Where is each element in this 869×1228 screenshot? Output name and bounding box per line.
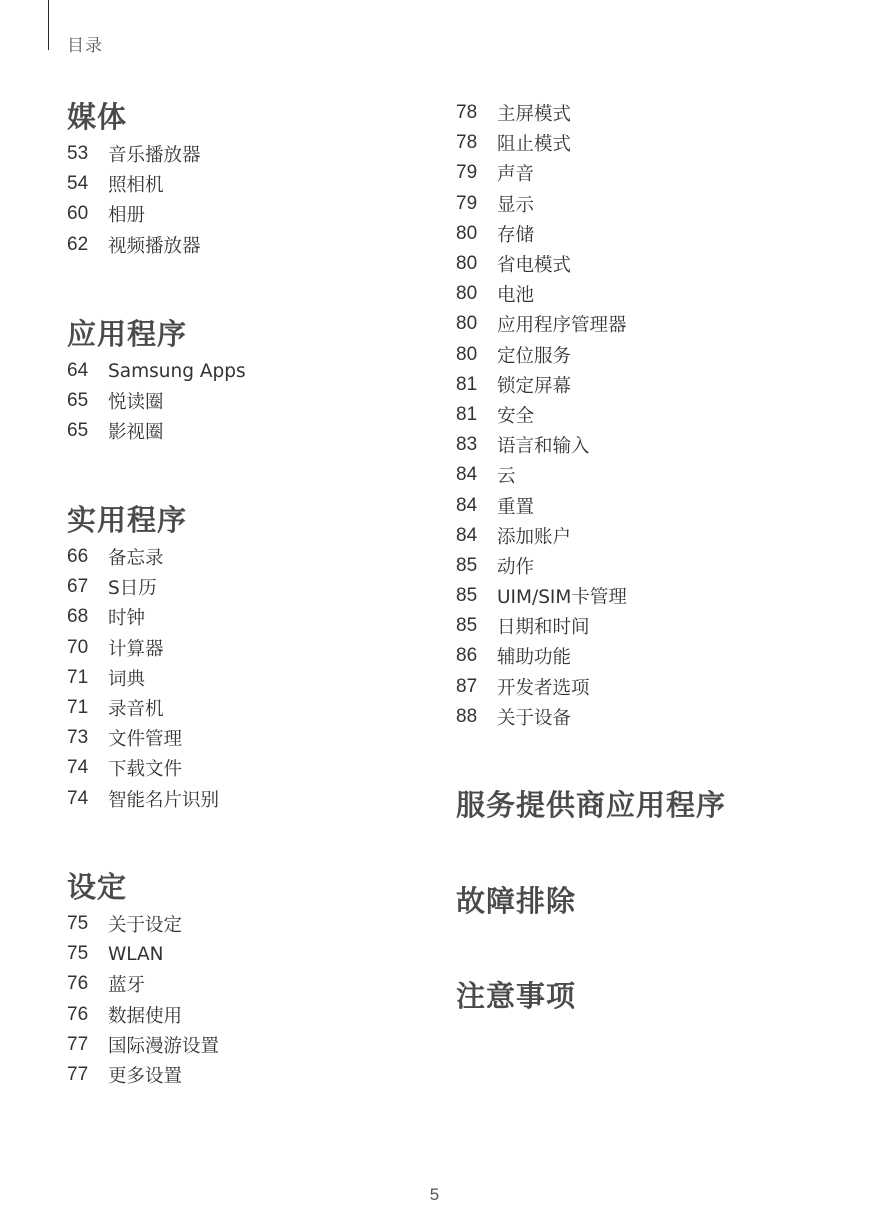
page-number: 80 xyxy=(456,253,478,275)
toc-entry[interactable] xyxy=(67,542,219,572)
toc-entry[interactable] xyxy=(456,641,627,671)
entry-label: 影视圈 xyxy=(108,422,164,444)
toc-entry[interactable] xyxy=(456,611,627,641)
toc-entry[interactable] xyxy=(67,602,219,632)
page-number: 81 xyxy=(456,373,478,395)
page-number: 80 xyxy=(456,313,478,335)
section-settings xyxy=(67,867,219,1090)
section-title: 应用程序 xyxy=(67,317,188,351)
toc-entry[interactable] xyxy=(67,1000,219,1030)
entry-label: 更多设置 xyxy=(108,1066,183,1088)
entry-label: 时钟 xyxy=(108,608,146,630)
section-title: 实用程序 xyxy=(67,503,188,537)
toc-entry[interactable] xyxy=(67,199,201,229)
toc-entry[interactable] xyxy=(456,551,627,581)
section-title[interactable]: 注意事项 xyxy=(456,979,577,1013)
toc-entry[interactable] xyxy=(456,460,627,490)
toc-entry[interactable] xyxy=(67,939,219,969)
page-number: 79 xyxy=(456,192,478,214)
section-title[interactable]: 服务提供商应用程序 xyxy=(456,788,727,822)
page-number: 87 xyxy=(456,675,478,697)
toc-entry[interactable] xyxy=(67,633,219,663)
page-number: 85 xyxy=(456,585,478,607)
toc-entry[interactable] xyxy=(456,279,627,309)
entry-label: 蓝牙 xyxy=(108,975,146,997)
entry-label: 日期和时间 xyxy=(497,617,590,639)
toc-entry[interactable] xyxy=(456,309,627,339)
entry-label: 录音机 xyxy=(108,699,164,721)
toc-entry[interactable] xyxy=(67,230,201,260)
section-precautions xyxy=(456,976,576,1016)
page-number: 86 xyxy=(456,645,478,667)
toc-entry[interactable] xyxy=(67,693,219,723)
page-number: 83 xyxy=(456,434,478,456)
toc-entry[interactable] xyxy=(67,1030,219,1060)
section-troubleshooting xyxy=(456,881,576,921)
toc-entry[interactable] xyxy=(456,219,627,249)
page-number: 62 xyxy=(67,233,89,255)
toc-entry[interactable] xyxy=(67,753,219,783)
entry-label: 显示 xyxy=(497,194,535,216)
toc-entry[interactable] xyxy=(456,581,627,611)
section-title[interactable]: 故障排除 xyxy=(456,884,577,918)
entry-label: 云 xyxy=(497,466,516,488)
page-number: 54 xyxy=(67,173,89,195)
section-settings-continued xyxy=(456,98,627,732)
section-title: 设定 xyxy=(67,870,128,904)
entry-label: 应用程序管理器 xyxy=(497,315,627,337)
toc-entry[interactable] xyxy=(67,169,201,199)
entry-label: 相册 xyxy=(108,205,146,227)
entry-label: Samsung Apps xyxy=(108,360,246,382)
page-number: 80 xyxy=(456,222,478,244)
page-number: 84 xyxy=(456,464,478,486)
toc-entry[interactable] xyxy=(456,521,627,551)
entry-label: 电池 xyxy=(497,285,535,307)
page-number: 70 xyxy=(67,636,89,658)
entry-label: 语言和输入 xyxy=(497,436,590,458)
toc-entry[interactable] xyxy=(456,340,627,370)
entry-label: 主屏模式 xyxy=(497,104,572,126)
page-number: 53 xyxy=(67,143,89,165)
page-number: 77 xyxy=(67,1033,89,1055)
page-number: 80 xyxy=(456,343,478,365)
page-number: 73 xyxy=(67,727,89,749)
page-number: 79 xyxy=(456,162,478,184)
page-number: 74 xyxy=(67,787,89,809)
entry-label: 存储 xyxy=(497,224,535,246)
page-number: 76 xyxy=(67,1003,89,1025)
page-number: 88 xyxy=(456,705,478,727)
toc-entry[interactable] xyxy=(67,663,219,693)
toc-entry[interactable] xyxy=(67,416,246,446)
page-number: 75 xyxy=(67,913,89,935)
entry-label: 国际漫游设置 xyxy=(108,1035,220,1057)
toc-entry[interactable] xyxy=(67,723,219,753)
page-number: 85 xyxy=(456,615,478,637)
entry-label: 安全 xyxy=(497,405,535,427)
toc-entry[interactable] xyxy=(456,249,627,279)
toc-entry[interactable] xyxy=(67,139,201,169)
entry-label: 声音 xyxy=(497,164,535,186)
entry-label: 关于设定 xyxy=(108,915,183,937)
header-label: 目录 xyxy=(67,36,103,56)
entry-label: 辅助功能 xyxy=(497,647,572,669)
toc-entry[interactable] xyxy=(456,189,627,219)
entry-label: 阻止模式 xyxy=(497,134,572,156)
page-number: 81 xyxy=(456,403,478,425)
page-number: 80 xyxy=(456,283,478,305)
section-applications xyxy=(67,314,246,447)
toc-entry[interactable] xyxy=(67,784,219,814)
toc-entry[interactable] xyxy=(456,400,627,430)
entry-label: 定位服务 xyxy=(497,345,572,367)
entry-label: 备忘录 xyxy=(108,548,164,570)
entry-label: 重置 xyxy=(497,496,535,518)
entry-label: 音乐播放器 xyxy=(108,145,201,167)
entry-label: 关于设备 xyxy=(497,707,572,729)
entry-label: 开发者选项 xyxy=(497,677,590,699)
header-rule xyxy=(48,0,49,50)
entry-label: UIM/SIM卡管理 xyxy=(497,587,627,609)
toc-entry[interactable] xyxy=(67,386,246,416)
page-number: 68 xyxy=(67,606,89,628)
page-number: 78 xyxy=(456,102,478,124)
toc-entry[interactable] xyxy=(456,490,627,520)
section-service-provider-apps xyxy=(456,785,726,825)
page-number: 71 xyxy=(67,697,89,719)
page-number: 67 xyxy=(67,576,89,598)
entry-label: 锁定屏幕 xyxy=(497,375,572,397)
page-number: 64 xyxy=(67,360,89,382)
toc-entry[interactable] xyxy=(456,158,627,188)
entry-label: 悦读圈 xyxy=(108,392,164,414)
entry-label: 智能名片识别 xyxy=(108,789,220,811)
entry-label: 省电模式 xyxy=(497,255,572,277)
toc-entry[interactable] xyxy=(67,1060,219,1090)
entry-label: 动作 xyxy=(497,556,535,578)
toc-entry[interactable] xyxy=(67,356,246,386)
page-number: 66 xyxy=(67,546,89,568)
entry-label: 词典 xyxy=(108,668,146,690)
page-number: 77 xyxy=(67,1064,89,1086)
entry-label: 数据使用 xyxy=(108,1005,183,1027)
page-number: 85 xyxy=(456,554,478,576)
page-number: 74 xyxy=(67,757,89,779)
entry-label: 计算器 xyxy=(108,638,164,660)
entry-label: S日历 xyxy=(108,578,157,600)
page-number: 84 xyxy=(456,524,478,546)
toc-entry[interactable] xyxy=(456,128,627,158)
entry-label: 文件管理 xyxy=(108,729,183,751)
page-number: 65 xyxy=(67,390,89,412)
toc-entry[interactable] xyxy=(456,672,627,702)
toc-entry[interactable] xyxy=(67,969,219,999)
page-number: 65 xyxy=(67,420,89,442)
toc-entry[interactable] xyxy=(67,909,219,939)
page-number: 75 xyxy=(67,943,89,965)
page-number: 84 xyxy=(456,494,478,516)
page-number: 76 xyxy=(67,973,89,995)
section-title: 媒体 xyxy=(67,100,128,134)
toc-entry[interactable] xyxy=(67,572,219,602)
toc-entry[interactable] xyxy=(456,98,627,128)
entry-label: 照相机 xyxy=(108,175,164,197)
section-utilities xyxy=(67,500,219,814)
page-number: 60 xyxy=(67,203,89,225)
toc-entry[interactable] xyxy=(456,702,627,732)
toc-entry[interactable] xyxy=(456,430,627,460)
entry-label: WLAN xyxy=(108,943,164,965)
toc-entry[interactable] xyxy=(456,370,627,400)
footer-page-number: 5 xyxy=(429,1185,440,1204)
section-media xyxy=(67,97,201,260)
entry-label: 下载文件 xyxy=(108,759,183,781)
entry-label: 添加账户 xyxy=(497,526,572,548)
entry-label: 视频播放器 xyxy=(108,235,201,257)
page-number: 78 xyxy=(456,132,478,154)
page-number: 71 xyxy=(67,666,89,688)
